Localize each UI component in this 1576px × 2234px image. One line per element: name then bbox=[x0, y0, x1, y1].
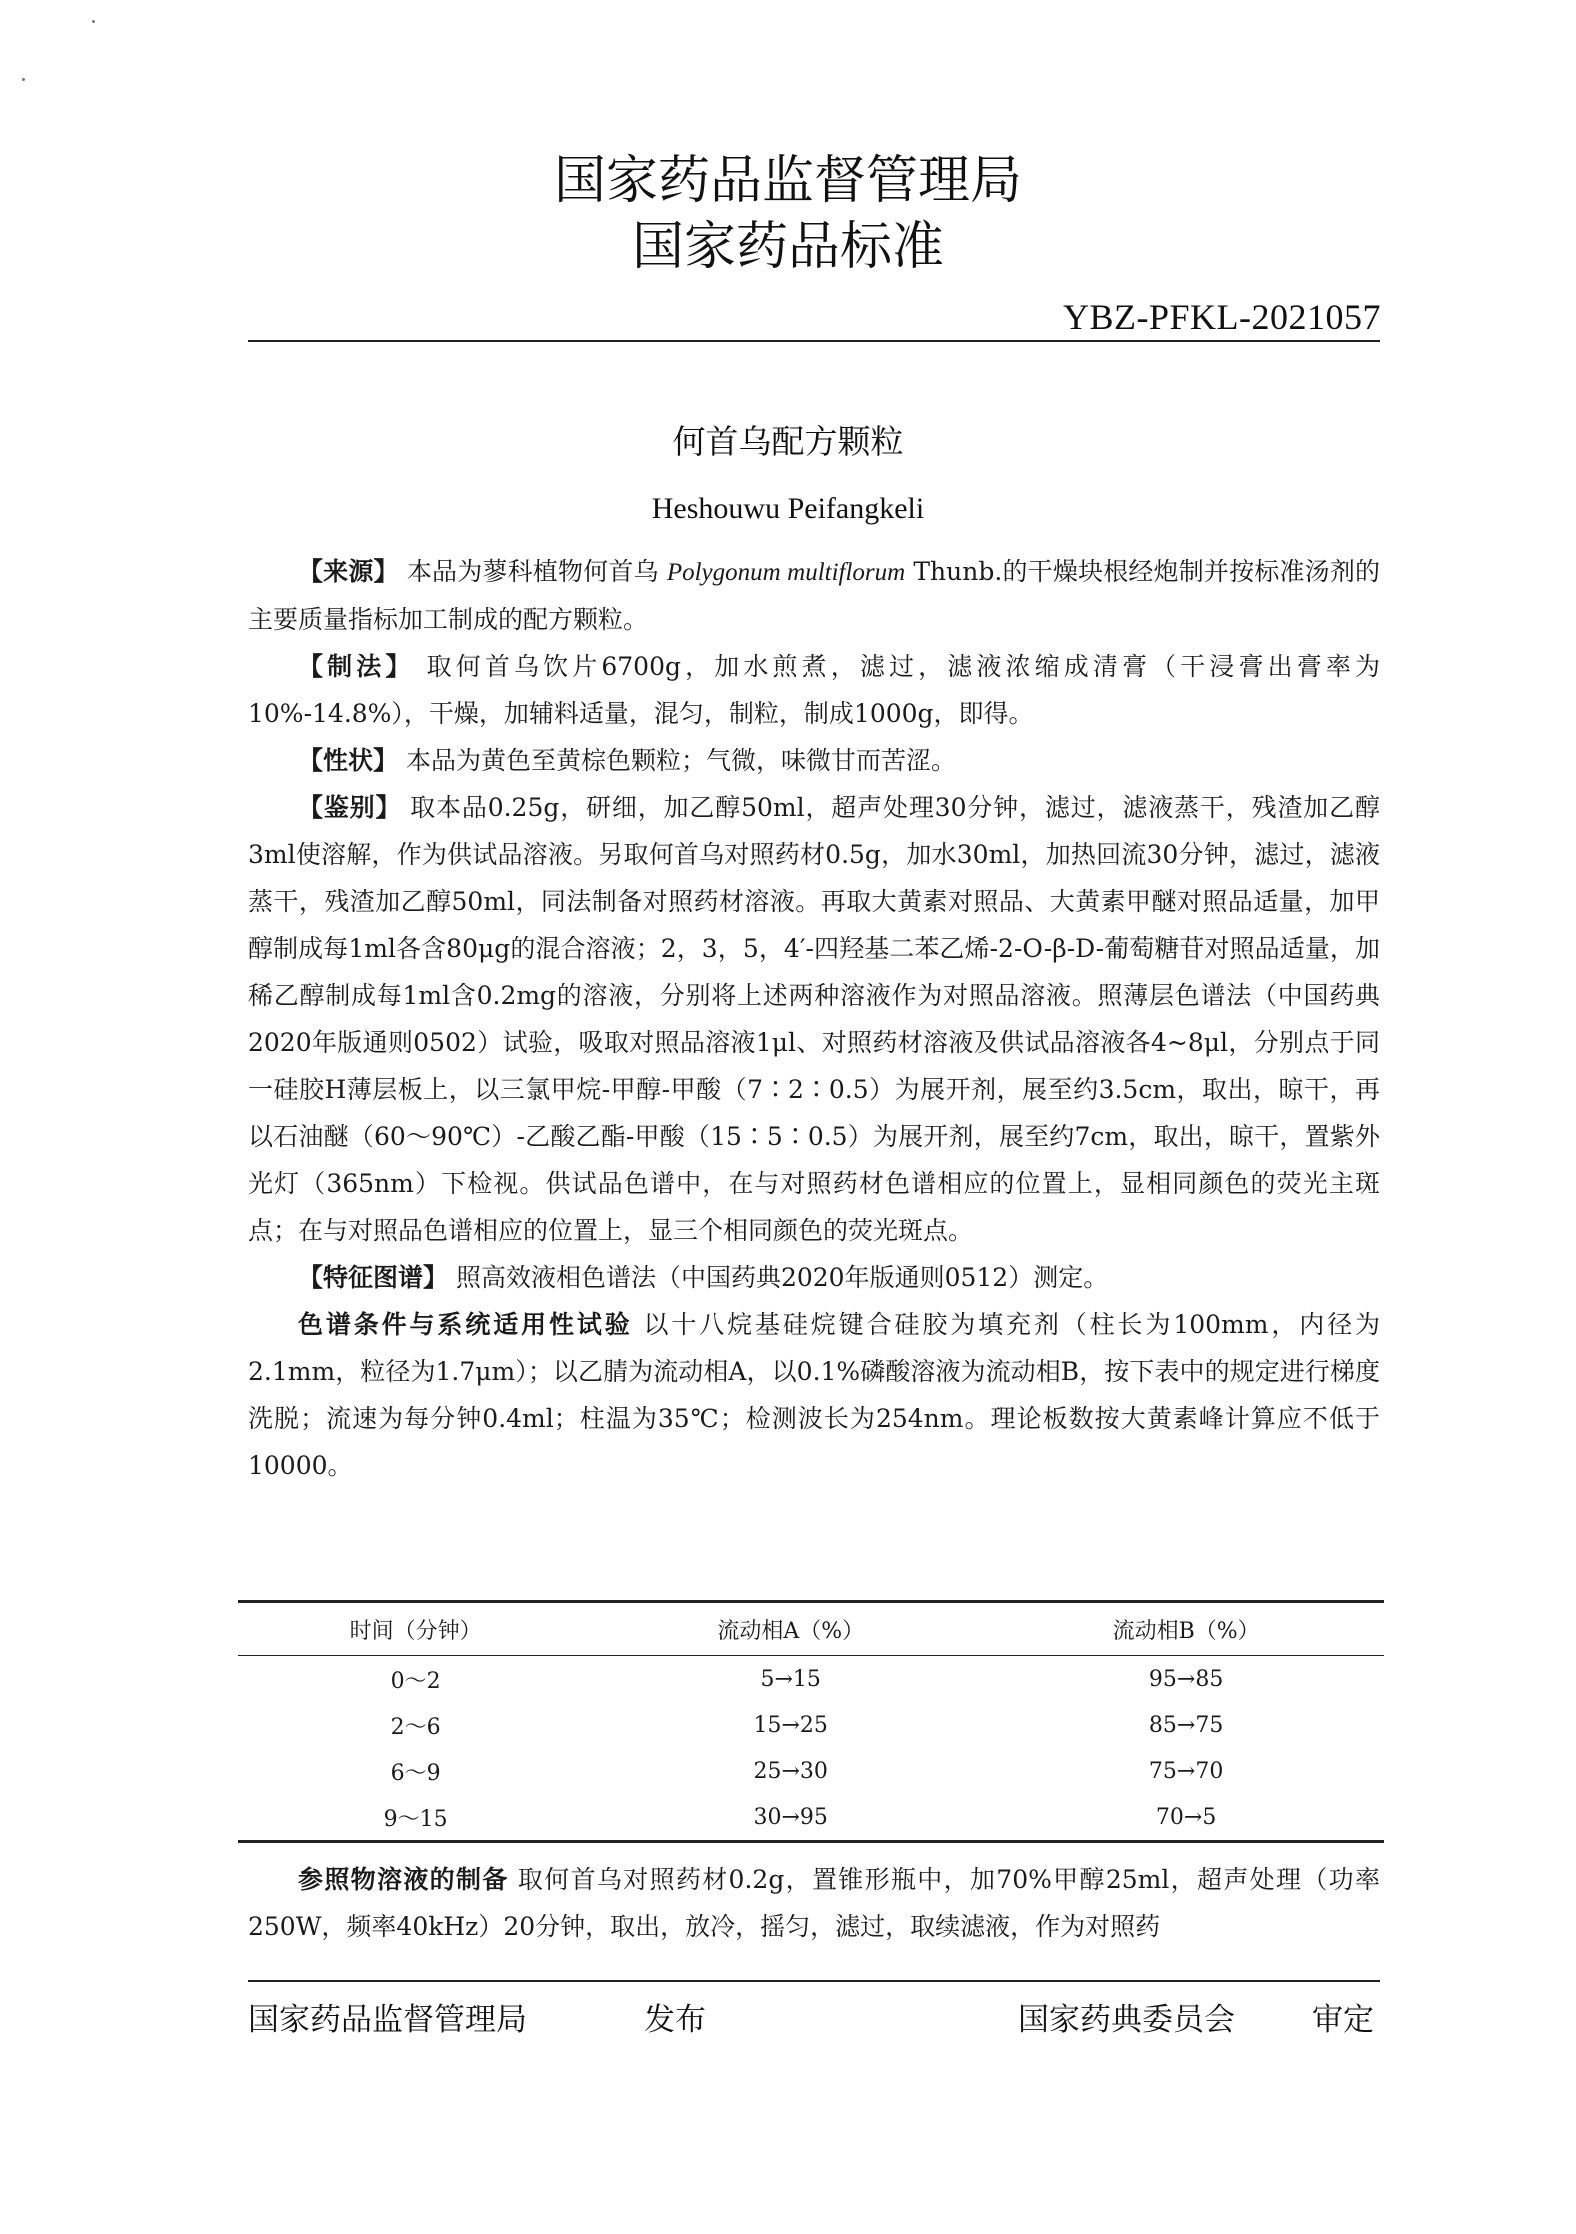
footer-review-action: 审定 bbox=[1312, 2002, 1374, 2038]
table-header-cell: 时间（分钟） bbox=[238, 1602, 593, 1656]
section-chromatography bbox=[248, 1301, 1380, 1489]
footer-reviewer: 国家药典委员会 bbox=[1018, 2002, 1235, 2038]
table-cell: 9～15 bbox=[238, 1794, 593, 1842]
table-cell: 30→95 bbox=[593, 1794, 988, 1842]
section-text: 取本品0.25g，研细，加乙醇50ml，超声处理30分钟，滤过，滤液蒸干，残渣加乙醇3ml使溶解，作为供试品溶液。另取何首乌对照药材0.5g，加水30ml，加热回流30分钟，滤过，滤液蒸干，残渣加乙醇50ml，同法制备对照药材溶液。再取大黄素对照品、大黄素甲醚对照品适量，加甲醇制成每1ml各含80μg的混合溶液；2，3，5，4′-四羟基二苯乙烯-2-O-β-D-葡萄糖苷对照品适量，加稀乙醇制成每1ml含0.2mg的溶液，分别将上述两种溶液作为对照品溶液。照薄层色谱法（中国药典2020年版通则0502）试验，吸取对照品溶液1μl、对照药材溶液及供试品溶液各4~8μl，分别点于同一硅胶H薄层板上，以三氯甲烷-甲醇-甲酸（7∶2∶0.5）为展开剂，展至约3.5cm，取出，晾干，再以石油醚（60～90℃）-乙酸乙酯-甲酸（15∶5∶0.5）为展开剂，展至约7cm，取出，晾干，置紫外光灯（365nm）下检视。供试品色谱中，在与对照药材色谱相应的位置上，显相同颜色的荧光主斑点；在与对照品色谱相应的位置上，显三个相同颜色的荧光斑点。 bbox=[248, 793, 1380, 1245]
section-text: 照高效液相色谱法（中国药典2020年版通则0512）测定。 bbox=[455, 1263, 1109, 1292]
table-row bbox=[238, 1748, 1384, 1794]
section-label: 参照物溶液的制备 bbox=[298, 1865, 509, 1894]
table-cell: 85→75 bbox=[1148, 1712, 1224, 1738]
table-cell: 6～9 bbox=[390, 1760, 441, 1786]
scan-speck bbox=[22, 78, 25, 81]
document-header bbox=[0, 148, 1576, 280]
table-header-cell: 流动相A（%） bbox=[593, 1602, 988, 1656]
table-cell: 0～2 bbox=[390, 1668, 441, 1694]
table-header-cell: 流动相B（%） bbox=[988, 1602, 1384, 1656]
header-rule bbox=[248, 340, 1380, 342]
section-text: 本品为蓼科植物何首乌 bbox=[406, 557, 659, 586]
document-footer bbox=[248, 1994, 1380, 2036]
footer-publish-action: 发布 bbox=[644, 2002, 706, 2038]
table-cell: 5→15 bbox=[760, 1666, 821, 1692]
gradient-table bbox=[238, 1600, 1384, 1843]
section-identification bbox=[248, 784, 1380, 1254]
document-body-continued bbox=[248, 1856, 1380, 1950]
section-character bbox=[248, 737, 1380, 784]
table-row bbox=[238, 1656, 1384, 1703]
table-header-row bbox=[238, 1602, 1384, 1656]
scan-speck bbox=[92, 20, 95, 23]
section-text: 本品为黄色至黄棕色颗粒；气微，味微甘而苦涩。 bbox=[405, 746, 956, 775]
section-reference bbox=[248, 1856, 1380, 1950]
section-label: 【性状】 bbox=[298, 746, 399, 775]
section-text: 取何首乌饮片6700g，加水煎煮，滤过，滤液浓缩成清膏（干浸膏出膏率为10%-14.8%），干燥，加辅料适量，混匀，制粒，制成1000g，即得。 bbox=[248, 652, 1380, 728]
section-label: 【制法】 bbox=[298, 652, 415, 681]
table-cell: 95→85 bbox=[1148, 1666, 1224, 1692]
section-label: 【鉴别】 bbox=[298, 793, 402, 822]
section-source bbox=[248, 548, 1380, 643]
section-text: Thunb.的干燥块根经炮制并按标准汤剂的主要质量指标加工制成的配方颗粒。 bbox=[248, 557, 1381, 634]
section-label: 【来源】 bbox=[298, 557, 399, 586]
document-subtitle: Heshouwu Peifangkeli bbox=[651, 492, 925, 525]
section-method bbox=[248, 643, 1380, 737]
document-body bbox=[248, 548, 1380, 1489]
section-label: 【特征图谱】 bbox=[298, 1263, 449, 1292]
document-title: 何首乌配方颗粒 bbox=[672, 422, 904, 461]
section-text: 以十八烷基硅烷键合硅胶为填充剂（柱长为100mm，内径为2.1mm，粒径为1.7μm）；以乙腈为流动相A，以0.1%磷酸溶液为流动相B，按下表中的规定进行梯度洗脱；流速为每分钟0.4ml；柱温为35℃；检测波长为254nm。理论板数按大黄素峰计算应不低于10000。 bbox=[248, 1310, 1380, 1480]
section-text: 取何首乌对照药材0.2g，置锥形瓶中，加70%甲醇25ml，超声处理（功率250W，频率40kHz）20分钟，取出，放冷，摇匀，滤过，取续滤液，作为对照药 bbox=[248, 1865, 1380, 1941]
table-cell: 25→30 bbox=[753, 1758, 828, 1784]
standard-type: 国家药品标准 bbox=[631, 217, 944, 277]
latin-name: Polygonum multiflorum bbox=[666, 559, 906, 586]
section-fingerprint bbox=[248, 1254, 1380, 1301]
table-cell: 75→70 bbox=[1148, 1758, 1224, 1784]
table-cell: 2～6 bbox=[390, 1714, 441, 1740]
issuing-authority: 国家药品监督管理局 bbox=[553, 151, 1022, 211]
table-row bbox=[238, 1794, 1384, 1842]
table-cell: 15→25 bbox=[753, 1712, 828, 1738]
table-cell: 70→5 bbox=[988, 1794, 1384, 1842]
table-row bbox=[238, 1702, 1384, 1748]
footer-rule bbox=[248, 1980, 1380, 1982]
footer-publisher: 国家药品监督管理局 bbox=[248, 2002, 527, 2038]
standard-code: YBZ-PFKL-2021057 bbox=[1062, 297, 1381, 337]
section-label: 色谱条件与系统适用性试验 bbox=[298, 1310, 633, 1339]
